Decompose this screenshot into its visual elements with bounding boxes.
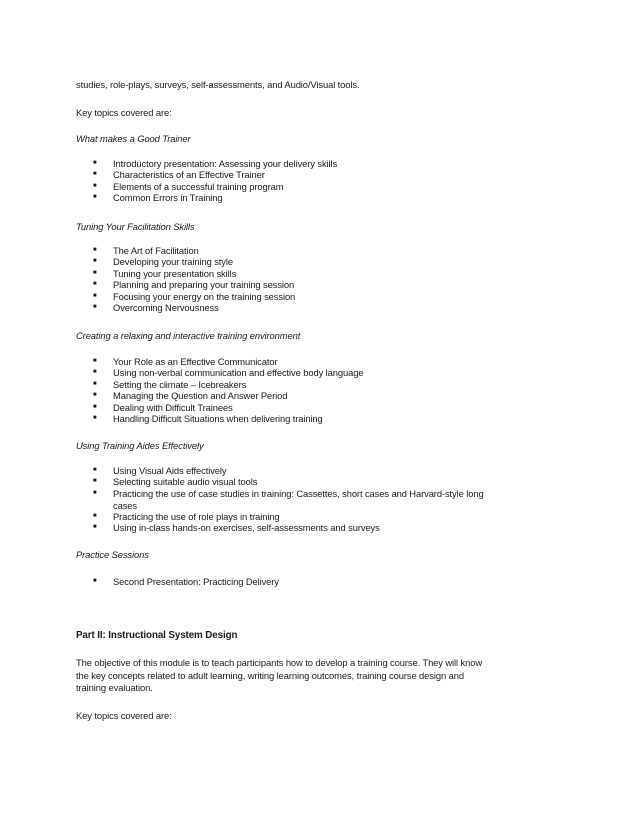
list-item: Practicing the use of role plays in training [113, 511, 280, 522]
list-item: Using Visual Aids effectively [113, 465, 227, 476]
list-item: Overcoming Nervousness [113, 302, 219, 313]
bullet-icon: ■ [93, 513, 97, 519]
bullet-icon: ■ [93, 415, 97, 421]
section-heading: Using Training Aides Effectively [76, 440, 204, 451]
bullet-icon: ■ [93, 369, 97, 375]
paragraph-line: training evaluation. [76, 682, 153, 693]
bullet-icon: ■ [93, 381, 97, 387]
bullet-icon: ■ [93, 392, 97, 398]
bullet-icon: ■ [93, 490, 97, 496]
list-item: Handling Difficult Situations when delivering training [113, 413, 323, 424]
key-topics-label: Key topics covered are: [76, 107, 172, 118]
paragraph-line: The objective of this module is to teach participants how to develop a training course. They will know [76, 657, 482, 668]
key-topics-label: Key topics covered are: [76, 710, 172, 721]
bullet-icon: ■ [93, 467, 97, 473]
bullet-icon: ■ [93, 160, 97, 166]
list-item: Introductory presentation: Assessing your delivery skills [113, 158, 338, 169]
bullet-icon: ■ [93, 183, 97, 189]
list-item: Managing the Question and Answer Period [113, 390, 288, 401]
list-item: Selecting suitable audio visual tools [113, 476, 258, 487]
list-item: Your Role as an Effective Communicator [113, 356, 278, 367]
section-heading: Practice Sessions [76, 549, 149, 560]
list-item: Elements of a successful training program [113, 181, 284, 192]
list-item: Developing your training style [113, 256, 233, 267]
list-item: Common Errors in Training [113, 192, 223, 203]
bullet-icon: ■ [93, 194, 97, 200]
bullet-icon: ■ [93, 358, 97, 364]
paragraph-line: the key concepts related to adult learning, writing learning outcomes, training course design and [76, 670, 464, 681]
list-item: Using in-class hands-on exercises, self-assessments and surveys [113, 522, 380, 533]
bullet-icon: ■ [93, 247, 97, 253]
list-item: Focusing your energy on the training session [113, 291, 296, 302]
list-item-continuation: cases [113, 500, 137, 511]
section-heading: What makes a Good Trainer [76, 133, 191, 144]
bullet-icon: ■ [93, 293, 97, 299]
bullet-icon: ■ [93, 524, 97, 530]
list-item: Practicing the use of case studies in training: Cassettes, short cases and Harvard-style long [113, 488, 484, 499]
section-heading: Tuning Your Facilitation Skills [76, 221, 195, 232]
list-item: Planning and preparing your training session [113, 279, 295, 290]
list-item: Characteristics of an Effective Trainer [113, 169, 265, 180]
bullet-icon: ■ [93, 270, 97, 276]
intro-line: studies, role-plays, surveys, self-assessments, and Audio/Visual tools. [76, 79, 360, 90]
bullet-icon: ■ [93, 171, 97, 177]
bullet-icon: ■ [93, 404, 97, 410]
section-heading: Creating a relaxing and interactive training environment [76, 330, 301, 341]
bullet-icon: ■ [93, 478, 97, 484]
list-item: The Art of Facilitation [113, 245, 199, 256]
list-item: Setting the climate – Icebreakers [113, 379, 247, 390]
list-item: Using non-verbal communication and effective body language [113, 367, 364, 378]
list-item: Second Presentation: Practicing Delivery [113, 576, 279, 587]
bullet-icon: ■ [93, 578, 97, 584]
list-item: Dealing with Difficult Trainees [113, 402, 233, 413]
bullet-icon: ■ [93, 304, 97, 310]
bullet-icon: ■ [93, 281, 97, 287]
bullet-icon: ■ [93, 258, 97, 264]
list-item: Tuning your presentation skills [113, 268, 237, 279]
part-heading: Part II: Instructional System Design [76, 630, 238, 641]
